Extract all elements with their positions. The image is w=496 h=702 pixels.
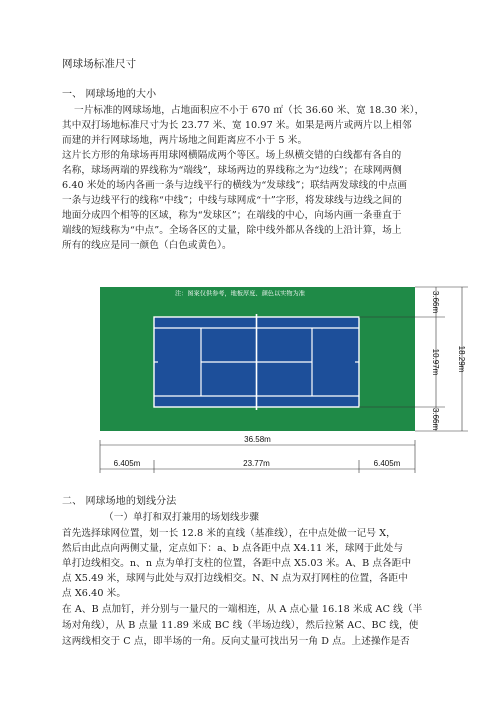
dim-court-width: 10.97m xyxy=(431,348,440,376)
dim-court-length: 23.77m xyxy=(243,459,270,468)
section-heading-lines: 二、 网球场地的划线分法 xyxy=(62,496,177,507)
dim-side-top: 3.66m xyxy=(431,290,440,314)
paragraph-line: 然后由此点向两侧丈量，定点如下：a、b 点各距中点 X4.11 米，球网于此处与 xyxy=(62,543,404,554)
dim-margin-left: 6.405m xyxy=(113,459,141,468)
paragraph-line: 所有的线应是同一颜色（白色或黄色）。 xyxy=(62,240,232,251)
dim-side-bottom: 3.66m xyxy=(431,407,440,431)
paragraph-line: 单打边线相交。n、n 点为单打支柱的位置，各距中点 X5.03 米。A、B 点各距中 xyxy=(62,558,412,569)
paragraph-line: 其中双打场地标准尺寸为长 23.77 米、宽 10.97 米。如果是两片或两片以上相邻 xyxy=(62,120,412,131)
tennis-court-diagram xyxy=(90,284,477,487)
section-heading-size: 一、 网球场地的大小 xyxy=(62,89,157,100)
paragraph-line: 一片标准的网球场地，占地面积应不小于 670 ㎡（长 36.60 米、宽 18.30 米）， xyxy=(74,105,425,116)
paragraph-line: 在 A、B 点加钉，并分别与一量尺的一端相连，从 A 点心量 16.18 米成 AC 线（半 xyxy=(62,604,423,615)
dim-total-width: 18.29m xyxy=(457,345,466,373)
dim-total-length: 36.58m xyxy=(244,435,271,444)
paragraph-line: 名称，球场两端的界线称为“端线”，球场两边的界线称之为“边线”；在球网两侧 xyxy=(62,165,402,176)
paragraph-line: 地面分成四个相等的区域，称为“发球区”；在端线的中心，向场内画一条垂直于 xyxy=(62,210,402,221)
paragraph-line: 而建的并行网球场地，两片场地之间距离应不小于 5 米。 xyxy=(62,135,308,146)
paragraph-line: 场对角线），从 B 点量 11.89 米成 BC 线（半场边线），然后拉紧 AC、BC 线，使 xyxy=(62,620,419,631)
paragraph-line: 首先选择球网位置，划一长 12.8 米的直线（基准线），在中点处做一记号 X， xyxy=(62,528,396,539)
paragraph-line: 点 X5.49 米，球网与此处与双打边线相交。N、N 点为双打网柱的位置，各距中 xyxy=(62,573,408,584)
paragraph-line: 一条与边线平行的线称“中线”；中线与球网成“十”字形，将发球线与边线之间的 xyxy=(62,195,402,206)
paragraph-line: 这两线相交于 C 点，即半场的一角。反向丈量可找出另一角 D 点。上述操作是否 xyxy=(62,636,410,647)
section-subheading: （一）单打和双打兼用的场划线步骤 xyxy=(104,512,260,523)
figure-note: 注：图案仅供参考，地板厚度、颜色以实物为准 xyxy=(175,290,305,298)
dim-margin-right: 6.405m xyxy=(373,459,401,468)
paragraph-line: 点 X6.40 米。 xyxy=(62,588,127,599)
paragraph-line: 6.40 米处的场内各画一条与边线平行的横线为“发球线”；联结两发球线的中点画 xyxy=(62,180,408,191)
page-title: 网球场标准尺寸 xyxy=(62,58,137,70)
paragraph-line: 这片长方形的角球场再用球网横隔成两个等区。场上纵横交错的白线都有各自的 xyxy=(62,150,402,161)
paragraph-line: 端线的短线称为“中点”。全场各区的丈量，除中线外都从各线的上沿计算，场上 xyxy=(62,225,402,236)
